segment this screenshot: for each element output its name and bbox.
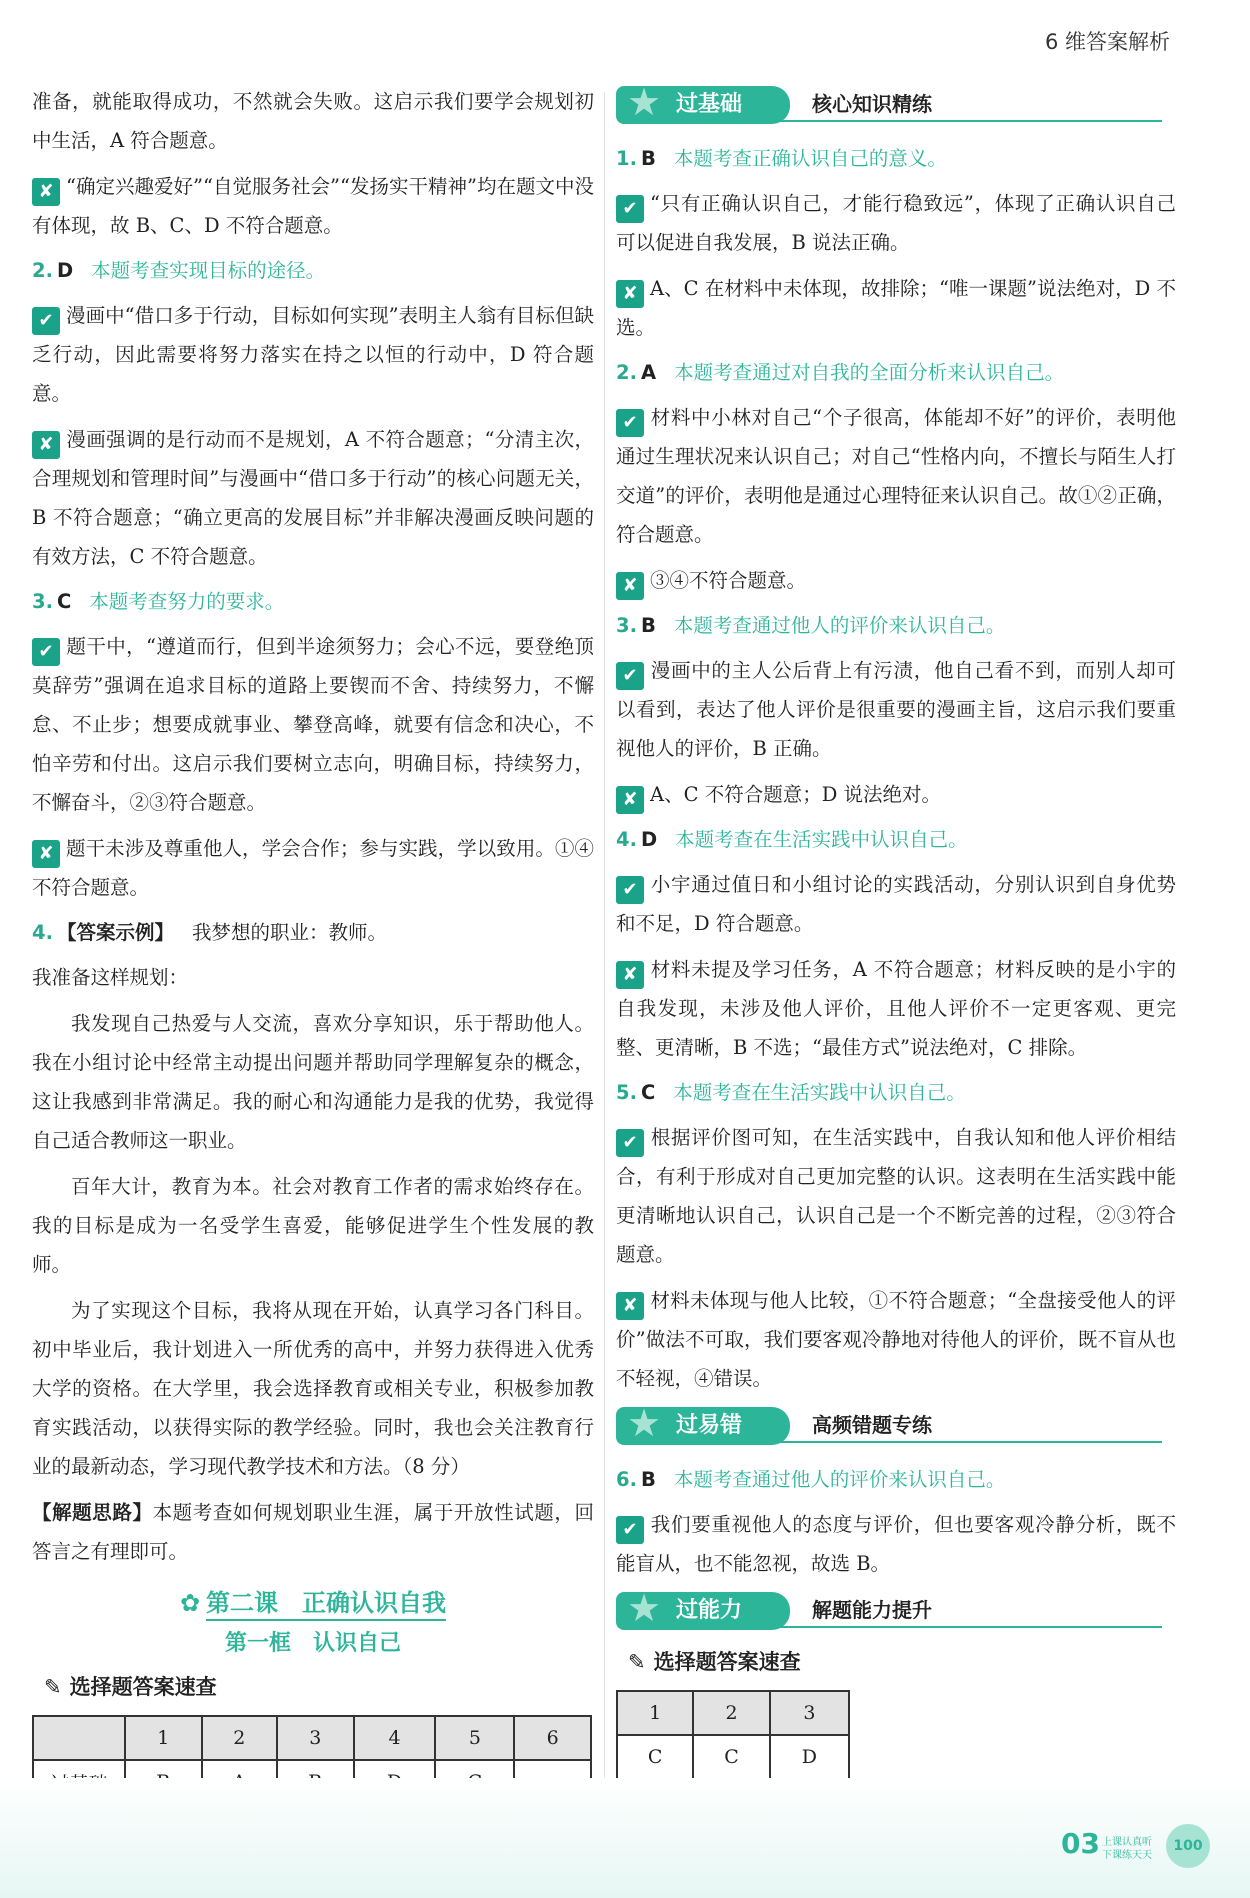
left-paragraph-2: ✘ “确定兴趣爱好”“自觉服务社会”“发扬实干精神”均在题文中没有体现，故 B、C、D 不符合题意。 — [32, 175, 594, 237]
r-quick-answer-title: ✎ 选择题答案速查 — [628, 1650, 801, 1674]
r-question-3-head: 3. B 本题考查通过他人的评价来认识自己。 — [616, 614, 1006, 637]
r-q1-wrong: ✘ A、C 在材料中未体现，故排除；“唯一课题”说法绝对，D 不选。 — [616, 277, 1176, 339]
r-q2-wrong: ✘ ③④不符合题意。 — [616, 561, 1176, 600]
r-question-2-head: 2. A 本题考查通过对自我的全面分析来认识自己。 — [616, 361, 1065, 384]
table-cell: C — [617, 1735, 693, 1779]
r-question-5-head: 5. C 本题考查在生活实践中认识自己。 — [616, 1081, 966, 1104]
section-title: 第一框 认识自己 — [224, 1631, 402, 1656]
check-icon: ✔ — [616, 409, 644, 437]
essay-paragraph-2: 百年大计，教育为本。社会对教育工作者的需求始终存在。我的目标是成为一名受学生喜爱，能够促进学生个性发展的教师。 — [32, 1175, 594, 1276]
footer-slogan: 上课认真听 下课练天天 — [1102, 1837, 1162, 1861]
column-divider — [604, 92, 605, 1792]
table-header-cell: 6 — [514, 1716, 591, 1760]
r-q6-right: ✔ 我们要重视他人的态度与评价，但也要客观冷静分析，既不能盲从，也不能忽视，故选 B。 — [616, 1513, 1176, 1575]
check-icon: ✔ — [616, 876, 644, 904]
lesson-title: ✿ 第二课 正确认识自我 — [32, 1583, 594, 1618]
r-question-1-head: 1. B 本题考查正确认识自己的意义。 — [616, 147, 947, 170]
table-cell: D — [770, 1735, 849, 1779]
table-header-cell: 2 — [693, 1691, 769, 1735]
q3-right-explanation: ✔ 题干中，“遵道而行，但到半途须努力；会心不远，要登绝顶莫辞劳”强调在追求目标的道路上要锲而不舍、持续努力，不懈怠、不止步；想要成就事业、攀登高峰，就要有信念和决心，不怕辛劳和付出。这启示我们要树立志向，明确目标，持续努力，不懈奋斗，②③符合题意。 — [32, 635, 594, 814]
r-q5-wrong: ✘ 材料未体现与他人比较，①不符合题意；“全盘接受他人的评价”做法不可取，我们要客观冷静地对待他人的评价，既不盲从也不轻视，④错误。 — [616, 1289, 1176, 1390]
table-header-cell: 1 — [617, 1691, 693, 1735]
wrong-icon: ✘ — [616, 961, 644, 989]
right-answer-table — [616, 1690, 850, 1780]
r-q4-wrong: ✘ 材料未提及学习任务，A 不符合题意；材料反映的是小宇的自我发现，未涉及他人评价，且他人评价不一定更客观、更完整、更清晰，B 不选；“最佳方式”说法绝对，C 排除。 — [616, 958, 1176, 1059]
star-mascot-icon: ★ — [626, 1586, 662, 1630]
essay-paragraph-1: 我发现自己热爱与人交流，喜欢分享知识，乐于帮助他人。我在小组讨论中经常主动提出问题并帮助同学理解复杂的概念，这让我感到非常满足。我的耐心和沟通能力是我的优势，我觉得自己适合教师这一职业。 — [32, 1012, 594, 1152]
table-header-cell: 5 — [435, 1716, 514, 1760]
r-question-6-head: 6. B 本题考查通过他人的评价来认识自己。 — [616, 1468, 1006, 1491]
wrong-icon: ✘ — [616, 572, 644, 600]
question-4-head: 4. 【答案示例】 我梦想的职业：教师。 — [32, 921, 388, 944]
wrong-icon: ✘ — [32, 178, 60, 206]
table-header-cell: 2 — [202, 1716, 278, 1760]
pencil-icon: ✎ — [628, 1650, 646, 1674]
q2-right-explanation: ✔ 漫画中“借口多于行动，目标如何实现”表明主人翁有目标但缺乏行动，因此需要将努力落实在持之以恒的行动中，D 符合题意。 — [32, 304, 594, 405]
table-header-cell: 4 — [354, 1716, 436, 1760]
check-icon: ✔ — [616, 195, 644, 223]
check-icon: ✔ — [616, 1516, 644, 1544]
check-icon: ✔ — [32, 638, 60, 666]
left-paragraph-1: 准备，就能取得成功，不然就会失败。这启示我们要学会规划初中生活，A 符合题意。 — [32, 90, 594, 152]
r-q5-right: ✔ 根据评价图可知，在生活实践中，自我认知和他人评价相结合，有利于形成对自己更加完整的认识。这表明在生活实践中能更清晰地认识自己，认识自己是一个不断完善的过程，②③符合题意。 — [616, 1126, 1176, 1266]
table-header-row — [617, 1691, 849, 1735]
r-q3-right: ✔ 漫画中的主人公后背上有污渍，他自己看不到，而别人却可以看到，表达了他人评价是很重要的漫画主旨，这启示我们要重视他人的评价，B 正确。 — [616, 659, 1176, 760]
r-q1-right: ✔ “只有正确认识自己，才能行稳致远”，体现了正确认识自己可以促进自我发展，B 说法正确。 — [616, 192, 1176, 254]
r-q4-right: ✔ 小宇通过值日和小组讨论的实践活动，分别认识到自身优势和不足，D 符合题意。 — [616, 873, 1176, 935]
question-3-head: 3. C 本题考查努力的要求。 — [32, 590, 285, 613]
table-header-cell: 1 — [125, 1716, 202, 1760]
table-header-cell: 3 — [770, 1691, 849, 1735]
band-guojichu: 过基础 ★ 核心知识精练 — [616, 84, 1176, 128]
band-guoyicuo: 过易错 ★ 高频错题专练 — [616, 1405, 1176, 1449]
wrong-icon: ✘ — [616, 786, 644, 814]
page-number: 03 — [1061, 1827, 1100, 1860]
header-title: 6 维答案解析 — [1044, 30, 1170, 54]
solution-idea: 【解题思路】本题考查如何规划职业生涯，属于开放性试题，回答言之有理即可。 — [32, 1501, 594, 1563]
table-header-cell: 3 — [277, 1716, 354, 1760]
table-row — [617, 1735, 849, 1779]
r-question-4-head: 4. D 本题考查在生活实践中认识自己。 — [616, 828, 968, 851]
footer-band — [0, 1778, 1250, 1898]
pencil-icon: ✎ — [44, 1675, 62, 1699]
right-column — [616, 82, 1176, 1780]
wrong-icon: ✘ — [32, 840, 60, 868]
check-icon: ✔ — [616, 1129, 644, 1157]
q3-wrong-explanation: ✘ 题干未涉及尊重他人，学会合作；参与实践，学以致用。①④不符合题意。 — [32, 837, 594, 899]
essay-paragraph-3: 为了实现这个目标，我将从现在开始，认真学习各门科目。初中毕业后，我计划进入一所优秀的高中，并努力获得进入优秀大学的资格。在大学里，我会选择教育或相关专业，积极参加教育实践活动，以获得实际的教学经验。同时，我也会关注教育行业的最新动态，学习现代教学技术和方法。（8 分） — [32, 1299, 594, 1478]
table-cell: C — [693, 1735, 769, 1779]
check-icon: ✔ — [32, 307, 60, 335]
q2-wrong-explanation: ✘ 漫画强调的是行动而不是规划，A 不符合题意；“分清主次，合理规划和管理时间”与漫画中“借口多于行动”的核心问题无关，B 不符合题意；“确立更高的发展目标”并非解决漫画反映问题的有效方法，C 不符合题意。 — [32, 428, 594, 568]
wrong-icon: ✘ — [32, 431, 60, 459]
essay-intro: 我准备这样规划： — [32, 966, 189, 989]
left-column — [32, 82, 594, 1849]
wrong-icon: ✘ — [616, 1292, 644, 1320]
table-header-row — [33, 1716, 591, 1760]
check-icon: ✔ — [616, 662, 644, 690]
r-q2-right: ✔ 材料中小林对自己“个子很高，体能却不好”的评价，表明他通过生理状况来认识自己；对自己“性格内向，不擅长与陌生人打交道”的评价，表明他是通过心理特征来认识自己。故①②正确，符合题意。 — [616, 406, 1176, 546]
quick-answer-title: ✎ 选择题答案速查 — [44, 1675, 217, 1699]
mascot-icon: 100 — [1166, 1824, 1210, 1868]
question-2-head: 2. D 本题考查实现目标的途径。 — [32, 259, 326, 282]
table-header-cell — [33, 1716, 125, 1760]
star-icon: ✿ — [179, 1589, 201, 1617]
r-q3-wrong: ✘ A、C 不符合题意；D 说法绝对。 — [616, 775, 1176, 814]
star-mascot-icon: ★ — [626, 1401, 662, 1445]
band-guonengli: 过能力 ★ 解题能力提升 — [616, 1590, 1176, 1634]
wrong-icon: ✘ — [616, 280, 644, 308]
star-mascot-icon: ★ — [626, 80, 662, 124]
